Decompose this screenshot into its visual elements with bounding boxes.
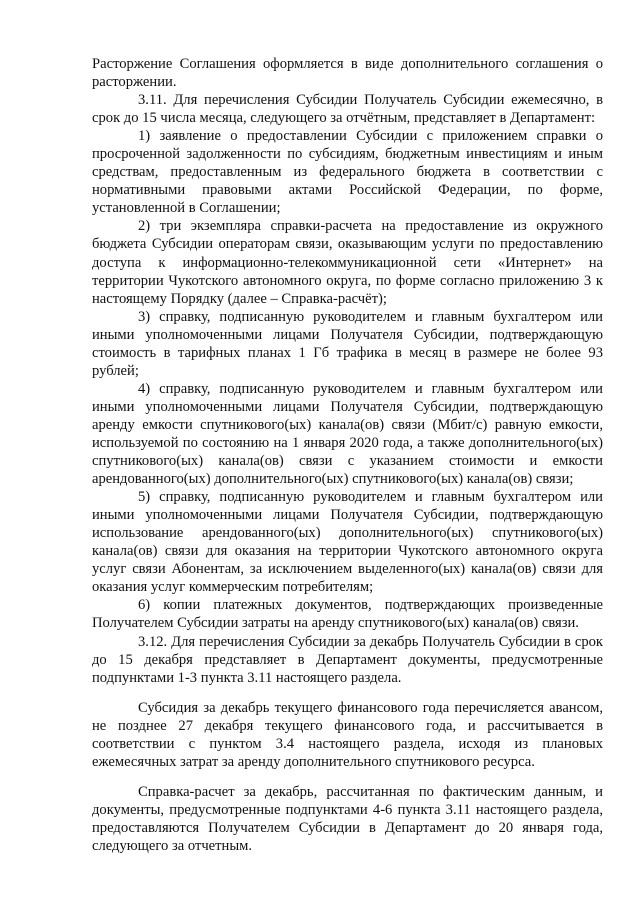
paragraph-termination: Расторжение Соглашения оформляется в виде дополнительного соглашения о расторжении. <box>92 56 603 91</box>
document-body <box>92 55 603 855</box>
paragraph-3-11: 3.11. Для перечисления Субсидии Получатель Субсидии ежемесячно, в срок до 15 числа месяца, следующего за отчётным, представляет в Департамент: <box>92 92 603 127</box>
paragraph-item-5: 5) справку, подписанную руководителем и главным бухгалтером или иными уполномоченными лицами Получателя Субсидии, подтверждающую использование арендованного(ых) дополнительного(ых) спутникового(ых) канала(ов) связи для оказания на территории Чукотского автономного округа услуг связи Абонентам, за исключением выделенного(ых) канала(ов) связи для оказания услуг коммерческим потребителям; <box>92 489 603 596</box>
paragraph-december-report: Справка-расчет за декабрь, рассчитанная по фактическим данным, и документы, предусмотренные подпунктами 4-6 пункта 3.11 настоящего раздела, предоставляются Получателем Субсидии в Департамент до 20 января года, следующего за отчетным. <box>92 783 603 854</box>
paragraph-item-2: 2) три экземпляра справки-расчета на предоставление из окружного бюджета Субсидии операторам связи, оказывающим услуги по предоставлению доступа к информационно-телекоммуникационной сети «Интернет» на территории Чукотского автономного округа, по форме согласно приложению 3 к настоящему Порядку (далее – Справка-расчёт); <box>92 218 603 307</box>
paragraph-december-subsidy: Субсидия за декабрь текущего финансового года перечисляется авансом, не позднее 27 декабря текущего финансового года, и рассчитывается в соответствии с пунктом 3.4 настоящего раздела, исходя из плановых ежемесячных затрат за аренду дополнительного спутникового ресурса. <box>92 699 603 770</box>
paragraph-item-1: 1) заявление о предоставлении Субсидии с приложением справки о просроченной задолженности по субсидиям, бюджетным инвестициям и иным средствам, предоставленным из федерального бюджета в соответствии с нормативными правовыми актами Российской Федерации, по форме, установленной в Соглашении; <box>92 128 603 217</box>
paragraph-3-12: 3.12. Для перечисления Субсидии за декабрь Получатель Субсидии в срок до 15 декабря представляет в Департамент документы, предусмотренные подпунктами 1-3 пункта 3.11 настоящего раздела. <box>92 633 603 686</box>
paragraph-item-4: 4) справку, подписанную руководителем и главным бухгалтером или иными уполномоченными лицами Получателя Субсидии, подтверждающую аренду емкости спутникового(ых) канала(ов) связи (Мбит/с) равную емкости, используемой по состоянию на 1 января 2020 года, а также дополнительного(ых) спутникового(ых) канала(ов) связи с указанием стоимости и емкости арендованного(ых) дополнительного(ых) спутникового(ых) канала(ов) связи; <box>92 380 603 488</box>
paragraph-item-3: 3) справку, подписанную руководителем и главным бухгалтером или иными уполномоченными лицами Получателя Субсидии, подтверждающую стоимость в тарифных планах 1 Гб трафика в месяц в размере не более 93 рублей; <box>92 308 603 379</box>
paragraph-item-6: 6) копии платежных документов, подтверждающих произведенные Получателем Субсидии затраты на аренду спутникового(ых) канала(ов) связи. <box>92 597 603 632</box>
